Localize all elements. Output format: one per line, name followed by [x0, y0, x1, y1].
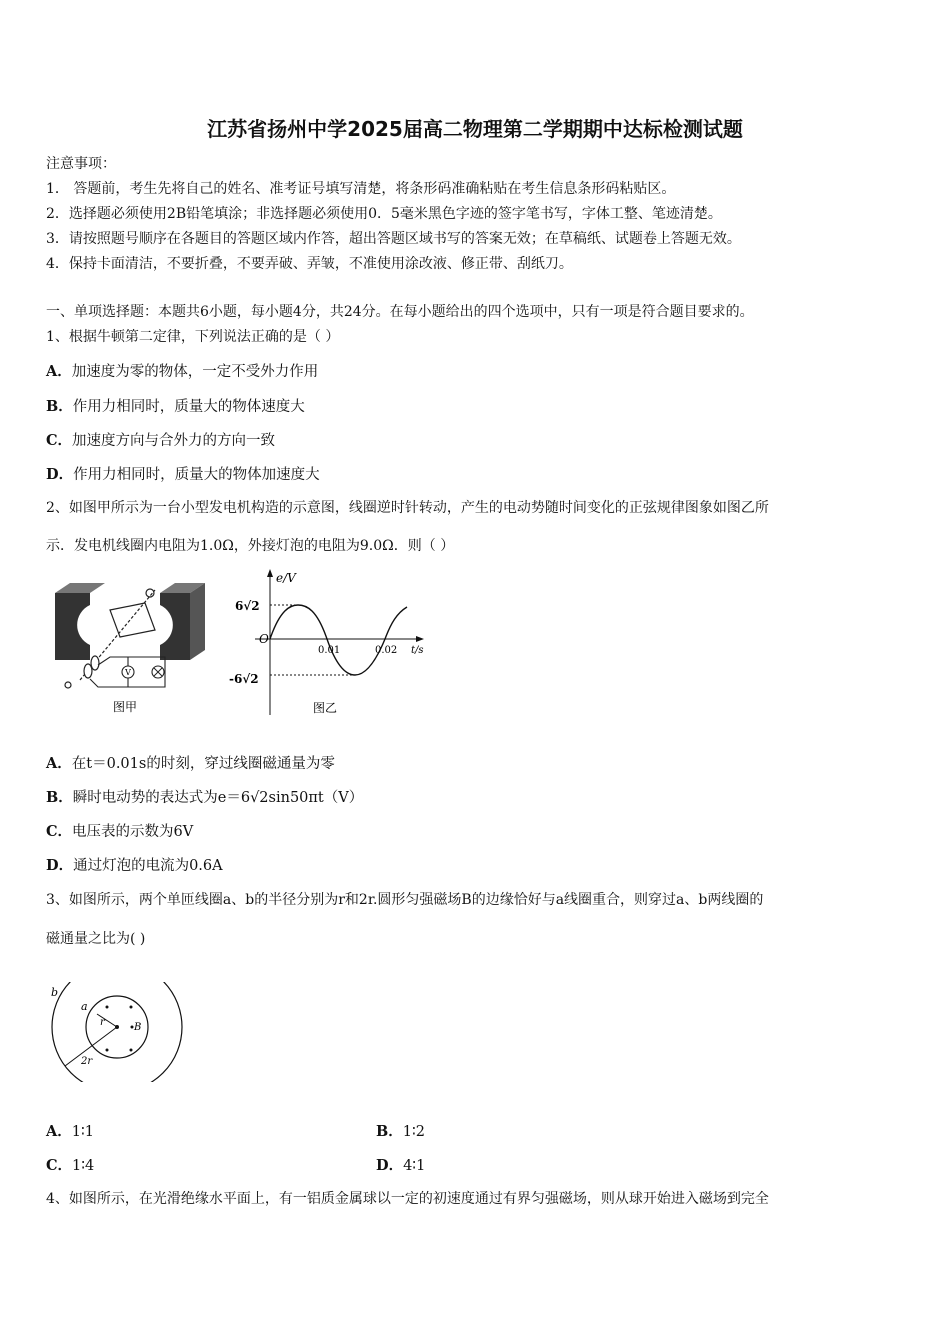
label-a: a	[81, 1000, 88, 1013]
label-b: b	[51, 986, 59, 999]
emf-graph	[225, 565, 435, 725]
q1-option-c: C．加速度方向与合外力的方向一致	[46, 432, 276, 449]
q2-option-a: A．在t＝0.01s的时刻，穿过线圈磁通量为零	[46, 755, 335, 772]
q3-option-c: C．1∶4	[46, 1157, 95, 1174]
outer-coil-b	[52, 982, 182, 1082]
notice-item: 2．选择题必须使用2B铅笔填涂；非选择题必须使用0．5毫米黑色字迹的签字笔书写，字体工整、笔迹清楚。	[46, 206, 722, 222]
q4-stem-line1: 4、如图所示，在光滑绝缘水平面上，有一铝质金属球以一定的初速度通过有界匀强磁场，则从球开始进入磁场到完全	[46, 1191, 769, 1207]
label-2r: 2r	[81, 1056, 93, 1067]
q3-stem-line2: 磁通量之比为( )	[46, 931, 146, 947]
page-title: 江苏省扬州中学2025届高二物理第二学期期中达标检测试题	[207, 117, 743, 141]
notice-item: 3．请按照题号顺序在各题目的答题区域内作答，超出答题区域书写的答案无效；在草稿纸、试题卷上答题无效。	[46, 231, 741, 247]
y-max-label: 6√2	[235, 599, 260, 613]
x-tick-label: 0.01	[318, 645, 341, 656]
magnet-right	[160, 583, 205, 660]
notice-item: 1． 答题前，考生先将自己的姓名、准考证号填写清楚，将条形码准确粘贴在考生信息条形码粘贴区。	[46, 181, 676, 197]
x-axis-label: t/s	[411, 645, 424, 656]
q3-option-a: A．1∶1	[46, 1123, 94, 1140]
sine-curve	[270, 605, 407, 675]
q2-option-b: B．瞬时电动势的表达式为e＝6√2sin50πt（V）	[46, 789, 364, 806]
generator-diagram	[50, 575, 210, 720]
q1-option-d: D．作用力相同时，质量大的物体加速度大	[46, 466, 320, 483]
y-min-label: -6√2	[229, 672, 259, 686]
voltmeter-icon	[122, 666, 134, 678]
q3-option-d: D．4∶1	[376, 1157, 426, 1174]
q2-stem-line2: 示．发电机线圈内电阻为1.0Ω，外接灯泡的电阻为9.0Ω．则（ ）	[46, 538, 455, 554]
notice-heading: 注意事项：	[46, 156, 116, 172]
x-axis-arrow	[416, 636, 424, 642]
y-axis-arrow	[267, 569, 273, 577]
q1-stem: 1、根据牛顿第二定律，下列说法正确的是（ ）	[46, 329, 340, 345]
notice-item: 4．保持卡面清洁，不要折叠，不要弄破、弄皱，不准使用涂改液、修正带、刮纸刀。	[46, 256, 573, 272]
fig-b-caption: 图乙	[312, 701, 338, 715]
coil-diagram	[45, 982, 190, 1082]
field-dots	[106, 1006, 134, 1052]
q3-stem-line1: 3、如图所示，两个单匝线圈a、b的半径分别为r和2r.圆形匀强磁场B的边缘恰好与a线圈重合，则穿过a、b两线圈的	[46, 892, 764, 908]
label-r: r	[100, 1017, 105, 1028]
x-tick-label: 0.02	[375, 645, 398, 656]
q2-option-d: D．通过灯泡的电流为0.6A	[46, 857, 223, 874]
q2-option-c: C．电压表的示数为6V	[46, 823, 194, 840]
fig-a-caption: 图甲	[112, 700, 138, 714]
label-B: B	[134, 1022, 142, 1033]
y-axis-label: e/V	[276, 571, 296, 585]
q3-option-b: B．1∶2	[376, 1123, 425, 1140]
q1-option-b: B．作用力相同时，质量大的物体速度大	[46, 398, 305, 415]
q1-option-a: A．加速度为零的物体，一定不受外力作用	[46, 363, 319, 380]
section-heading: 一、单项选择题：本题共6小题，每小题4分，共24分。在每小题给出的四个选项中，只有一项是符合题目要求的。	[46, 304, 754, 320]
q2-stem-line1: 2、如图甲所示为一台小型发电机构造的示意图，线圈逆时针转动，产生的电动势随时间变化的正弦规律图象如图乙所	[46, 500, 769, 516]
svg-text:V: V	[125, 668, 131, 677]
magnet-left	[55, 583, 105, 660]
origin-label: O	[259, 632, 269, 646]
lamp-icon	[152, 666, 164, 678]
